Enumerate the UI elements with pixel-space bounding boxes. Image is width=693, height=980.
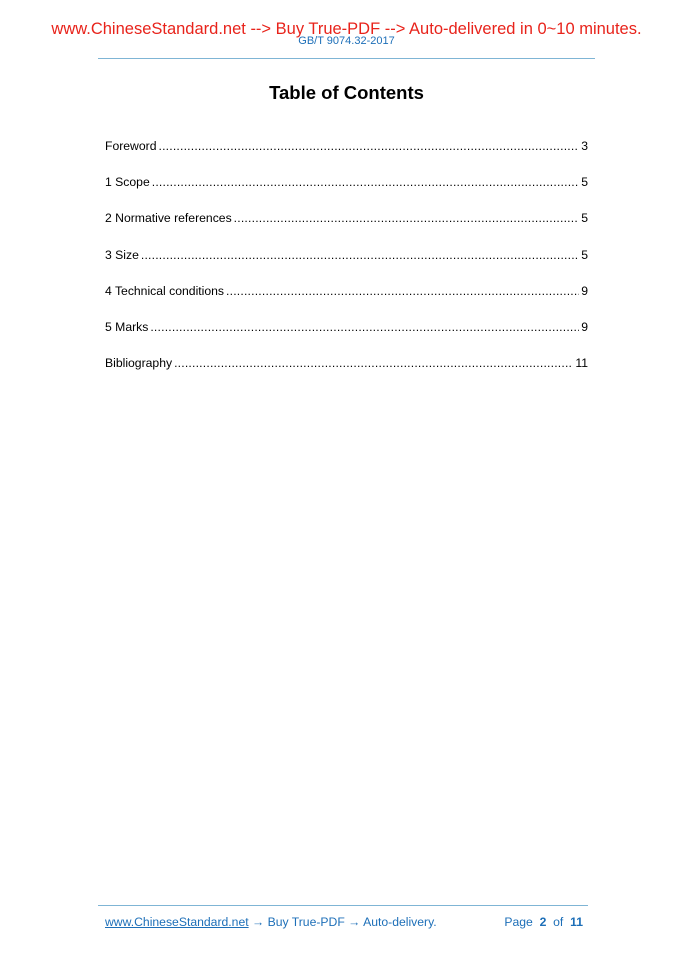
toc-entry-label: 5 Marks <box>105 319 149 334</box>
standard-code: GB/T 9074.32-2017 <box>298 35 395 47</box>
toc-entry-label: 4 Technical conditions <box>105 283 225 298</box>
toc-entry-label: Bibliography <box>105 356 173 371</box>
toc-entry-page: 9 <box>581 283 588 298</box>
footer-promo <box>105 915 437 929</box>
toc-entry-normative-references[interactable] <box>105 211 588 227</box>
dot-leader <box>174 356 573 370</box>
toc-entry-page: 9 <box>581 319 588 334</box>
toc-entry-technical-conditions[interactable] <box>105 284 588 300</box>
dot-leader <box>141 248 579 262</box>
toc-list <box>105 139 588 392</box>
toc-entry-marks[interactable] <box>105 320 588 336</box>
current-page-number: 2 <box>539 915 547 929</box>
toc-title: Table of Contents <box>269 82 424 103</box>
page-word: Page <box>504 915 533 929</box>
toc-entry-page: 11 <box>575 356 588 371</box>
header-banner[interactable]: www.ChineseStandard.net --> Buy True-PDF --> Auto-delivered in 0~10 minutes. <box>51 20 642 38</box>
dot-leader <box>234 211 580 225</box>
dot-leader <box>152 175 579 189</box>
footer-divider <box>98 905 588 906</box>
toc-entry-label: 1 Scope <box>105 175 150 190</box>
dot-leader <box>150 320 579 334</box>
page-indicator <box>504 915 583 929</box>
header-divider <box>98 58 595 59</box>
toc-entry-bibliography[interactable] <box>105 356 588 372</box>
toc-entry-page: 5 <box>581 247 588 262</box>
toc-entry-label: 3 Size <box>105 247 139 262</box>
dot-leader <box>158 139 579 153</box>
toc-entry-label: 2 Normative references <box>105 211 232 226</box>
footer-promo-text: → Buy True-PDF → Auto-delivery. <box>248 915 437 929</box>
toc-entry-label: Foreword <box>105 139 157 153</box>
footer-site-link[interactable]: www.ChineseStandard.net <box>105 915 249 929</box>
toc-entry-page: 3 <box>581 139 588 153</box>
toc-entry-size[interactable] <box>105 248 588 264</box>
toc-entry-foreword[interactable] <box>105 139 588 155</box>
of-word: of <box>553 915 564 929</box>
page-footer <box>105 915 583 929</box>
toc-entry-scope[interactable] <box>105 175 588 191</box>
toc-entry-page: 5 <box>581 175 588 190</box>
dot-leader <box>226 284 579 298</box>
total-page-number: 11 <box>570 915 583 929</box>
toc-entry-page: 5 <box>581 211 588 226</box>
